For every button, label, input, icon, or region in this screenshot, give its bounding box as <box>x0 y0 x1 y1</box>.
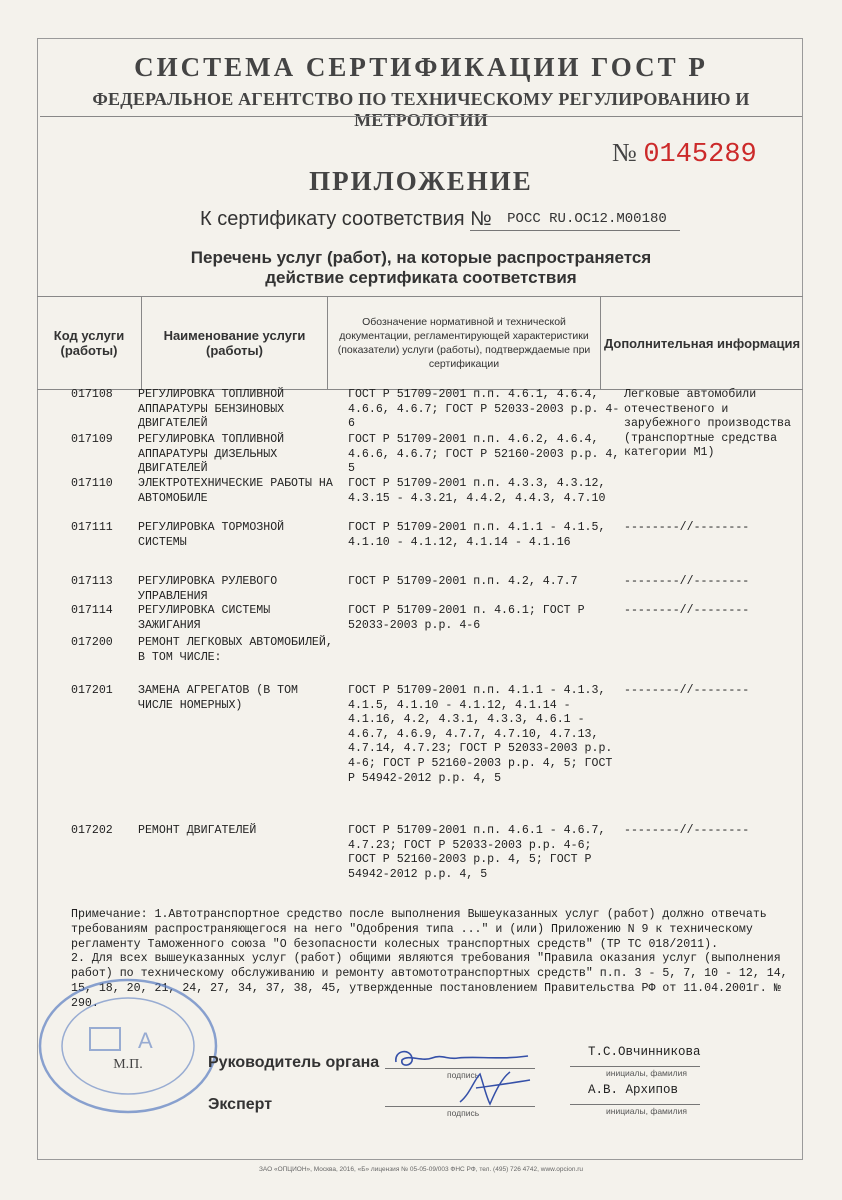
service-name: РЕМОНТ ДВИГАТЕЛЕЙ <box>138 824 257 837</box>
note-paragraph-2: 2. Для всех вышеуказанных услуг (работ) общими являются требования "Правила оказания услуг (выполнения работ) по техническому обслуживанию и ремонту автомототранспортных средств" п.п. 3 - 5, 7, 10 - 12, 14, 15, 18, 20, 21, 24, 27, 34, 37, 38, 45, утвержденные постановлением Правительства РФ от 11.04.2001г. № 290. <box>71 952 795 1010</box>
head-name-line <box>570 1066 700 1067</box>
expert-initials-caption: инициалы, фамилия <box>606 1106 687 1116</box>
service-code: 017108 <box>71 388 113 401</box>
table-row <box>71 604 801 636</box>
certificate-label: К сертификату соответствия № <box>200 208 492 230</box>
certificate-reference <box>200 208 667 231</box>
head-name: Т.С.Овчинникова <box>588 1045 701 1059</box>
service-info: --------//-------- <box>624 684 750 697</box>
form-serial-number: 0145289 <box>643 140 757 170</box>
table-row <box>71 433 801 477</box>
head-initials-caption: инициалы, фамилия <box>606 1068 687 1078</box>
expert-sign-caption: подпись <box>447 1108 480 1118</box>
service-standards: ГОСТ Р 51709-2001 п.п. 4.6.1 - 4.6.7, 4.7.23; ГОСТ Р 52033-2003 р.р. 4-6; ГОСТ Р 52160-2003 р.р. 4, 5; ГОСТ Р 54942-2012 р.р. 4, 5 <box>348 824 606 881</box>
agency-subtitle: ФЕДЕРАЛЬНОЕ АГЕНТСТВО ПО ТЕХНИЧЕСКОМУ РЕГУЛИРОВАНИЮ И МЕТРОЛОГИИ <box>92 89 750 130</box>
expert-sign-line <box>385 1106 535 1107</box>
document-heading: ПРИЛОЖЕНИЕ <box>309 166 533 196</box>
system-title: СИСТЕМА СЕРТИФИКАЦИИ ГОСТ Р <box>134 52 708 82</box>
service-standards: ГОСТ Р 51709-2001 п.п. 4.6.2, 4.6.4, 4.6.6, 4.6.7; ГОСТ Р 52160-2003 р.р. 4, 5 <box>348 433 620 476</box>
service-name: ЭЛЕКТРОТЕХНИЧЕСКИЕ РАБОТЫ НА АВТОМОБИЛЕ <box>138 477 333 505</box>
service-name: РЕГУЛИРОВКА ТОПЛИВНОЙ АППАРАТУРЫ ДИЗЕЛЬНЫХ ДВИГАТЕЛЕЙ <box>138 433 285 476</box>
svg-text:А: А <box>138 1028 153 1053</box>
service-code: 017201 <box>71 684 113 697</box>
service-standards: ГОСТ Р 51709-2001 п.п. 4.1.1 - 4.1.3, 4.1.5, 4.1.10 - 4.1.12, 4.1.14 - 4.1.16, 4.2, 4.3.1, 4.3.3, 4.6.1 - 4.6.7, 4.6.9, 4.7.7, 4.7.10, 4.7.13, 4.7.14, 4.7.23; ГОСТ Р 52033-2003 р.р. 4-6; ГОСТ Р 52160-2003 р.р. 4, 5; ГОСТ Р 54942-2012 р.р. 4, 5 <box>348 684 613 785</box>
service-standards: ГОСТ Р 51709-2001 п. 4.6.1; ГОСТ Р 52033-2003 р.р. 4-6 <box>348 604 585 632</box>
table-row <box>71 684 801 824</box>
organization-stamp <box>28 968 228 1118</box>
service-name: РЕГУЛИРОВКА ТОРМОЗНОЙ СИСТЕМЫ <box>138 521 285 549</box>
table-row <box>71 636 801 684</box>
service-info: --------//-------- <box>624 575 750 588</box>
column-header-docs: Обозначение нормативной и технической документации, регламентирующей характеристики (показатели) услуги (работы), подтверждаемые при сертификации <box>327 297 600 389</box>
service-code: 017110 <box>71 477 113 490</box>
service-name: РЕГУЛИРОВКА РУЛЕВОГО УПРАВЛЕНИЯ <box>138 575 278 603</box>
table-row <box>71 824 801 904</box>
service-standards: ГОСТ Р 51709-2001 п.п. 4.6.1, 4.6.4, 4.6.6, 4.6.7; ГОСТ Р 52033-2003 р.р. 4-6 <box>348 388 620 431</box>
table-row <box>71 575 801 604</box>
list-title-line2: действие сертификата соответствия <box>265 268 577 287</box>
service-name: ЗАМЕНА АГРЕГАТОВ (В ТОМ ЧИСЛЕ НОМЕРНЫХ) <box>138 684 299 712</box>
column-header-name: Наименование услуги (работы) <box>141 297 327 389</box>
service-standards: ГОСТ Р 51709-2001 п.п. 4.1.1 - 4.1.5, 4.1.10 - 4.1.12, 4.1.14 - 4.1.16 <box>348 521 606 549</box>
list-title-line1: Перечень услуг (работ), на которые распространяется <box>190 248 652 267</box>
service-info: --------//-------- <box>624 824 750 837</box>
service-info: Легковые автомобили отечественого и зарубежного производства (транспортные средства категории М1) <box>624 388 791 460</box>
certificate-underline <box>470 230 680 231</box>
service-code: 017114 <box>71 604 113 617</box>
expert-name: А.В. Архипов <box>588 1083 679 1097</box>
service-code: 017200 <box>71 636 113 649</box>
service-code: 017202 <box>71 824 113 837</box>
subtitle-divider <box>40 116 802 117</box>
service-name: РЕГУЛИРОВКА ТОПЛИВНОЙ АППАРАТУРЫ БЕНЗИНОВЫХ ДВИГАТЕЛЕЙ <box>138 388 285 431</box>
stamp-label: М.П. <box>113 1057 143 1072</box>
service-name: РЕМОНТ ЛЕГКОВЫХ АВТОМОБИЛЕЙ, В ТОМ ЧИСЛЕ: <box>138 636 333 664</box>
service-code: 017113 <box>71 575 113 588</box>
service-info: --------//-------- <box>624 521 750 534</box>
head-sign-caption: подпись <box>447 1070 480 1080</box>
printer-footer: ЗАО «ОПЦИОН», Москва, 2016, «Б» лицензия № 05-05-09/003 ФНС РФ, тел. (495) 726 4742, www.opcion.ru <box>258 1166 584 1173</box>
table-header <box>37 296 803 390</box>
service-code: 017109 <box>71 433 113 446</box>
certificate-number: РОСС RU.OC12.M00180 <box>507 211 667 227</box>
service-code: 017111 <box>71 521 113 534</box>
service-name: РЕГУЛИРОВКА СИСТЕМЫ ЗАЖИГАНИЯ <box>138 604 271 632</box>
number-sign: № <box>612 138 637 167</box>
table-row <box>71 521 801 575</box>
column-header-info: Дополнительная информация <box>600 297 803 389</box>
service-info: --------//-------- <box>624 604 750 617</box>
note-paragraph-1: Примечание: 1.Автотранспортное средство после выполнения Вышеуказанных услуг (работ) должно отвечать требованиям распространяющегося на него "Одобрения типа ..." и (или) Приложению N 9 к техническому регламенту Таможенного союза "О безопасности колесных транспортных средств" (ТР ТС 018/2011). <box>71 908 774 951</box>
service-standards: ГОСТ Р 51709-2001 п.п. 4.2, 4.7.7 <box>348 575 578 588</box>
column-header-code: Код услуги (работы) <box>53 328 125 358</box>
expert-label: Эксперт <box>208 1096 273 1113</box>
service-standards: ГОСТ Р 51709-2001 п.п. 4.3.3, 4.3.12, 4.3.15 - 4.3.21, 4.4.2, 4.4.3, 4.7.10 <box>348 477 606 505</box>
expert-signature <box>440 1066 540 1108</box>
services-table-body <box>71 388 801 904</box>
table-row <box>71 477 801 521</box>
expert-name-line <box>570 1104 700 1105</box>
head-label: Руководитель органа <box>208 1054 380 1071</box>
